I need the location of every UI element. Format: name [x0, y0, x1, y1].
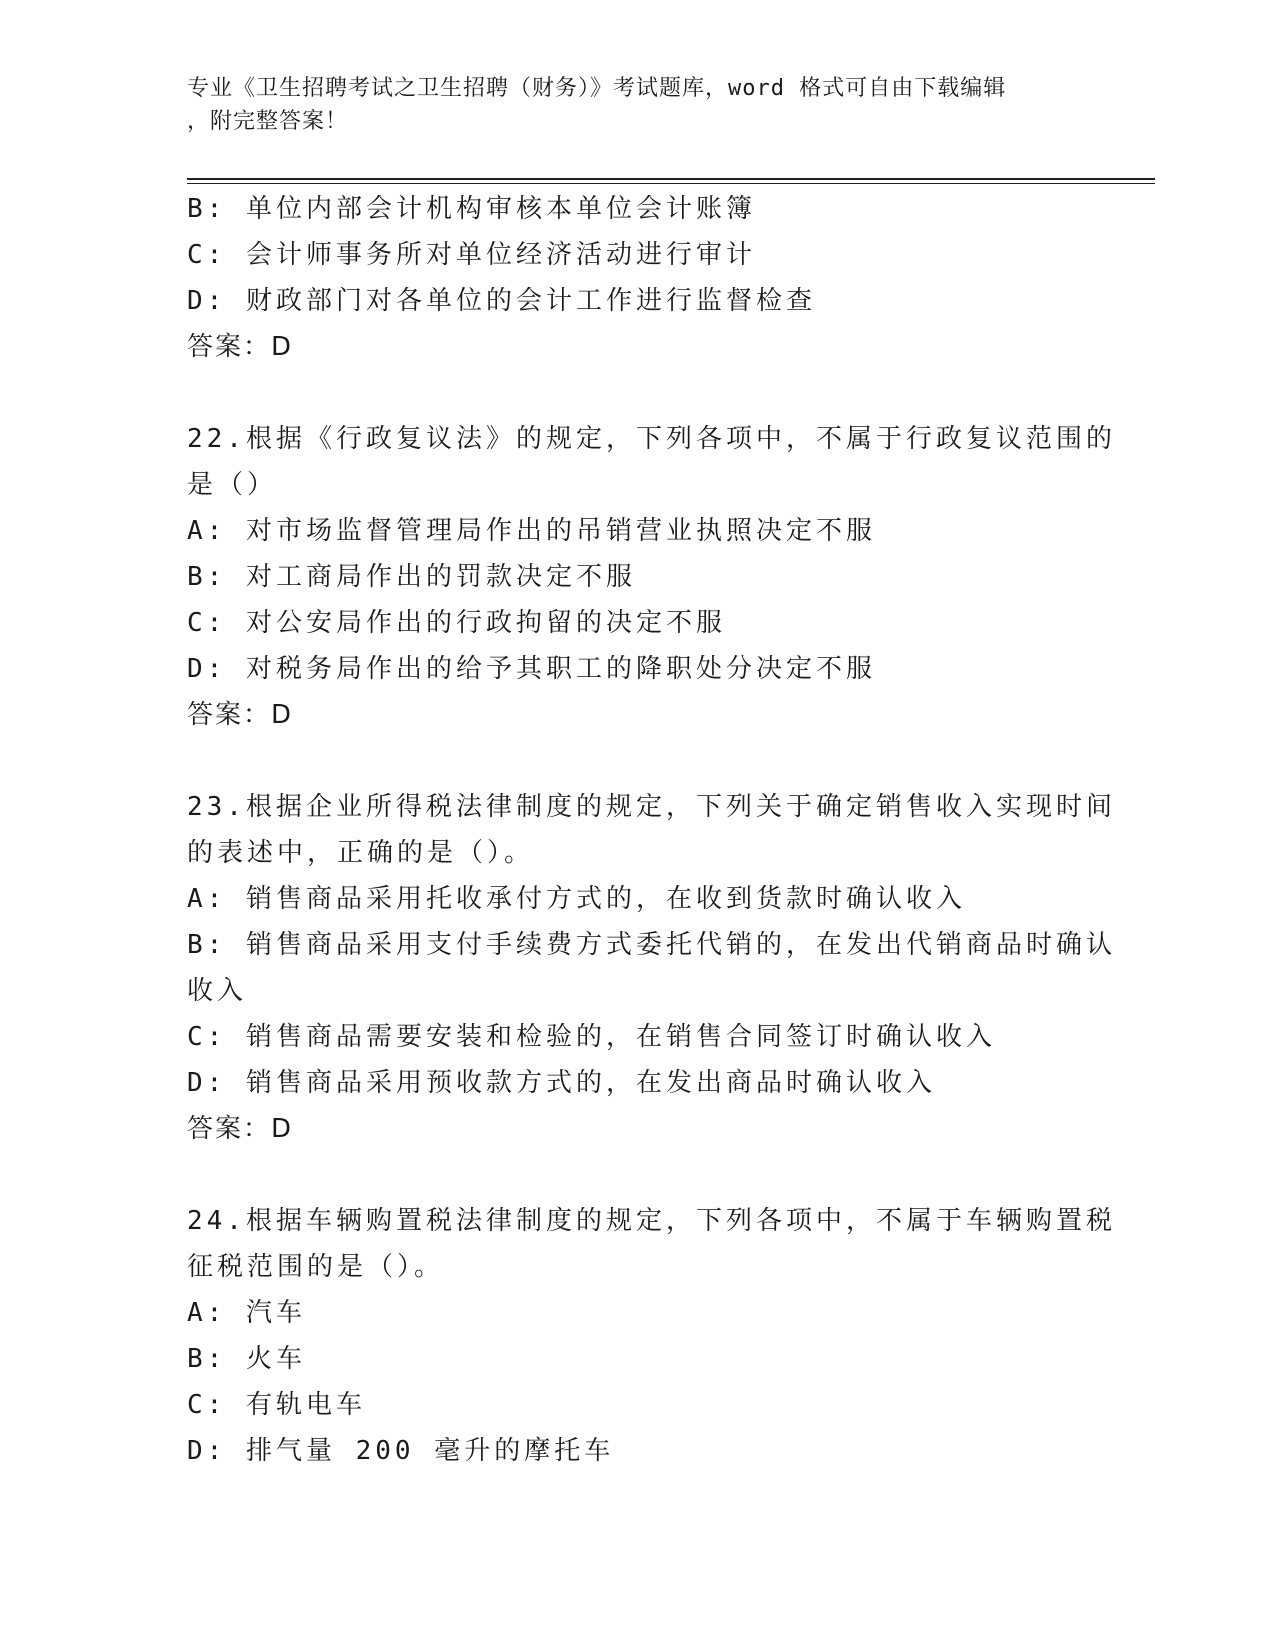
option-d: D: 销售商品采用预收款方式的，在发出商品时确认收入 [187, 1068, 936, 1098]
question-23 [187, 784, 1116, 1152]
question-22 [187, 416, 1116, 738]
option-d: D: 财政部门对各单位的会计工作进行监督检查 [187, 286, 816, 316]
option-b: B: 单位内部会计机构审核本单位会计账簿 [187, 194, 756, 224]
answer-line: 答案：D [187, 332, 294, 362]
option-c: C: 销售商品需要安装和检验的，在销售合同签订时确认收入 [187, 1022, 996, 1052]
option-c: C: 有轨电车 [187, 1390, 366, 1420]
option-b: B: 火车 [187, 1344, 306, 1374]
question-stem: 23.根据企业所得税法律制度的规定，下列关于确定销售收入实现时间 [187, 792, 1116, 822]
option-a: A: 汽车 [187, 1298, 306, 1328]
question-stem: 22.根据《行政复议法》的规定，下列各项中，不属于行政复议范围的 [187, 424, 1116, 454]
question-stem: 24.根据车辆购置税法律制度的规定，下列各项中，不属于车辆购置税 [187, 1206, 1116, 1236]
option-d: D: 对税务局作出的给予其职工的降职处分决定不服 [187, 654, 876, 684]
option-b: B: 对工商局作出的罚款决定不服 [187, 562, 636, 592]
question-stem-continued: 征税范围的是（）。 [187, 1252, 445, 1282]
option-a: A: 对市场监督管理局作出的吊销营业执照决定不服 [187, 516, 876, 546]
header-line-2: ，附完整答案！ [187, 109, 349, 134]
question-stem-continued: 的表述中，正确的是（）。 [187, 838, 535, 868]
option-a: A: 销售商品采用托收承付方式的，在收到货款时确认收入 [187, 884, 966, 914]
option-d: D: 排气量 200 毫升的摩托车 [187, 1436, 615, 1466]
spacer [187, 370, 1067, 416]
document-header [187, 72, 1067, 138]
header-line-1: 专业《卫生招聘考试之卫生招聘（财务）》考试题库，word 格式可自由下载编辑 [187, 76, 1007, 101]
spacer [187, 738, 1067, 784]
question-stem-continued: 是（） [187, 470, 278, 500]
option-c: C: 会计师事务所对单位经济活动进行审计 [187, 240, 756, 270]
document-body [187, 186, 1116, 1474]
answer-line: 答案：D [187, 1114, 294, 1144]
question-21-continued [187, 186, 1067, 370]
spacer [187, 1152, 1067, 1198]
option-c: C: 对公安局作出的行政拘留的决定不服 [187, 608, 726, 638]
question-24 [187, 1198, 1116, 1474]
option-b: B: 销售商品采用支付手续费方式委托代销的，在发出代销商品时确认 [187, 930, 1116, 960]
header-divider-thin [187, 183, 1155, 184]
option-b-continued: 收入 [187, 976, 248, 1006]
answer-line: 答案：D [187, 700, 294, 730]
header-divider-thick [187, 178, 1155, 180]
